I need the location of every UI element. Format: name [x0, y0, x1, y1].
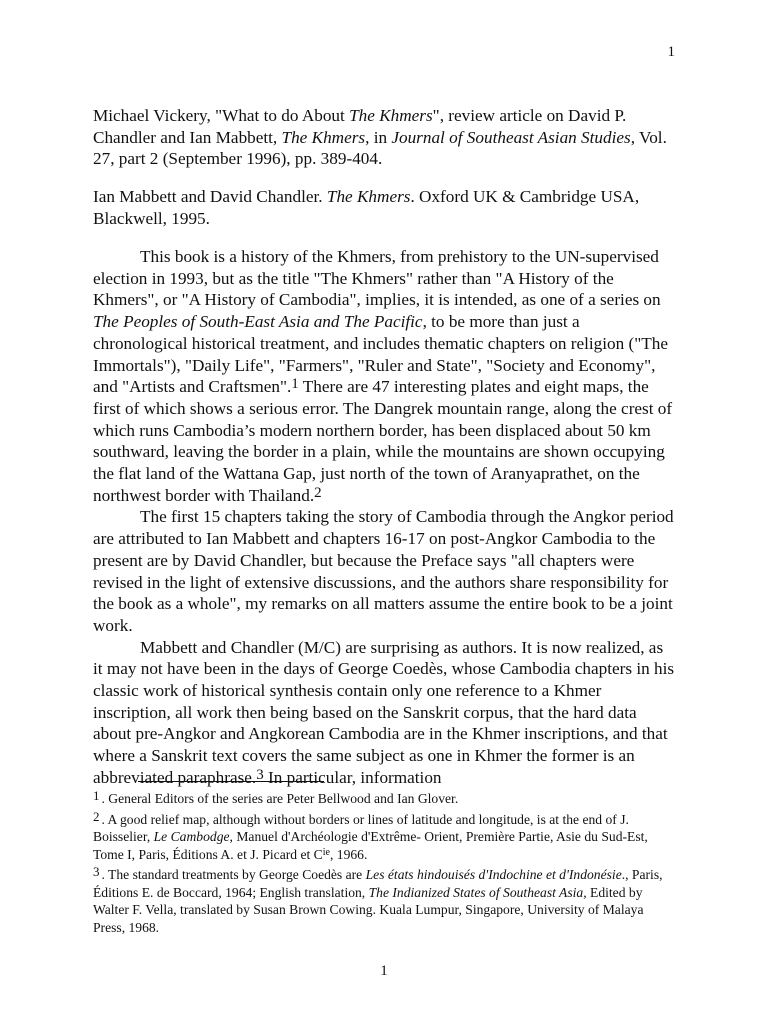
footnote-3 — [93, 866, 675, 936]
footnote-number: 2 — [93, 808, 100, 824]
review-body — [93, 246, 675, 789]
footnotes — [93, 790, 675, 939]
footnote-divider — [138, 781, 324, 782]
footnote-number: 1 — [93, 788, 100, 803]
footnote-text: , Edited by Walter F. Vella, translated by Susan Brown Cowing. Kuala Lumpur, Singapore, University of Malaya Press, 1968. — [93, 884, 644, 935]
footnote-text: . The standard treatments by George Coedès are — [101, 867, 366, 882]
citation-header — [93, 105, 675, 170]
footnote-title: Le Cambodge — [153, 829, 230, 844]
page-number-bottom: 1 — [380, 963, 388, 979]
footnote-ref-2[interactable]: 2 — [314, 484, 322, 501]
paragraph-text: Mabbett and Chandler (M/C) are surprising as authors. It is now realized, as it may not have been in the days of George Coedès, whose Cambodia chapters in his classic work of historical synthesis contain only one reference to a Khmer inscription, all work then being based on the Sanskrit corpus, that the hard data about pre-Angkor and Angkorean Cambodia are in the Khmer inscriptions, and that where a Sanskrit text covers the same subject as one in Khmer the former is an abbreviated paraphrase. — [93, 637, 675, 787]
series-title: The Peoples of South-East Asia and The Pacific — [93, 312, 423, 332]
citation-text: Michael Vickery, "What to do About — [93, 106, 350, 125]
paragraph-1 — [93, 246, 675, 506]
book-publisher: . Oxford UK & Cambridge USA, Blackwell, 1995. — [93, 187, 640, 228]
book-title: The Khmers — [326, 187, 411, 206]
citation-book-title: The Khmers — [281, 127, 366, 147]
footnote-ref-3[interactable]: 3 — [256, 766, 264, 783]
footnote-1 — [93, 790, 675, 808]
paragraph-text: This book is a history of the Khmers, from prehistory to the UN-supervised election in 1993, but as the title "The Khmers" rather than "A History of the Khmers", or "A History of Cambodia", implies, it is intended, as one of a series on — [93, 247, 661, 310]
page-number-top: 1 — [667, 44, 675, 60]
paragraph-3 — [93, 637, 675, 789]
paragraph-text: In particular, information — [263, 767, 442, 787]
citation-text: ", review article on David P. Chandler and Ian Mabbett, — [93, 106, 627, 147]
citation-title: The Khmers — [349, 106, 433, 125]
book-reference — [93, 186, 675, 229]
footnote-text: . A good relief map, although without borders or lines of latitude and longitude, is at the end of J. Boisselier, — [93, 811, 629, 844]
footnote-text: . General Editors of the series are Peter Bellwood and Ian Glover. — [101, 791, 459, 806]
book-authors: Ian Mabbett and David Chandler. — [93, 187, 327, 206]
footnote-text: , Manuel d'Archéologie d'Extrême- Orient, Première Partie, Asie du Sud-Est, Tome I, Paris, Éditions A. et J. Picard et C — [93, 829, 648, 862]
citation-text: , Vol. 27, part 2 (September 1996), pp. 389-404. — [93, 127, 667, 169]
footnote-2 — [93, 808, 675, 864]
footnote-title: Les états hindouisés d'Indochine et d'Indonésie — [365, 867, 622, 882]
paragraph-text: There are 47 interesting plates and eight maps, the first of which shows a serious error. The Dangrek mountain range, along the crest of which runs Cambodia’s modern northern border, has been displaced about 50 km southward, leaving the border in a plain, while the mountains are shown occupying the flat land of the Wattana Gap, just north of the town of Aranyaprathet, on the northwest border with Thailand. — [93, 377, 673, 505]
citation-journal: Journal of Southeast Asian Studies — [391, 127, 631, 147]
citation-text: , in — [365, 127, 392, 147]
footnote-number: 3 — [93, 864, 100, 879]
footnote-text: ., Paris, Éditions E. de Boccard, 1964; English translation, — [93, 867, 663, 900]
footnote-text: , 1966. — [329, 846, 368, 862]
footnote-ref-1[interactable]: 1 — [291, 376, 299, 393]
footnote-superscript: ie — [322, 846, 330, 858]
footnote-title: The Indianized States of Southeast Asia — [368, 884, 584, 900]
paragraph-text: , to be more than just a chronological historical treatment, and includes thematic chapters on religion ("The Immortals"), "Daily Life", "Farmers", "Ruler and State", "Society and Economy", and "Artists and Craftsmen". — [93, 312, 668, 397]
paragraph-2: The first 15 chapters taking the story of Cambodia through the Angkor period are attributed to Ian Mabbett and chapters 16-17 on post-Angkor Cambodia to the present are by David Chandler, but because the Preface says "all chapters were revised in the light of extensive discussions, and the authors share responsibility for the book as a whole", my remarks on all matters assume the entire book to be a joint work. — [93, 507, 674, 635]
